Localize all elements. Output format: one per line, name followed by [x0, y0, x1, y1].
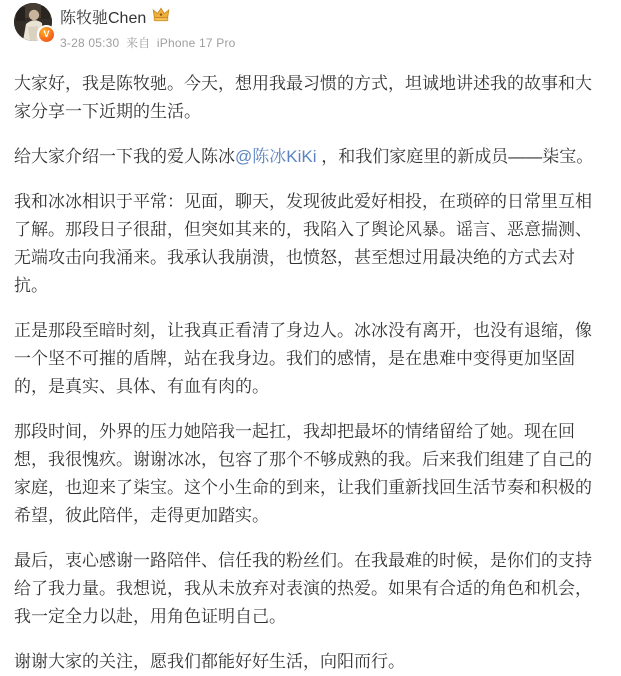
verified-v-icon: V	[37, 25, 56, 44]
post-paragraph	[14, 547, 607, 631]
name-row	[60, 5, 239, 28]
mention-link[interactable]: @陈冰KiKi	[235, 147, 317, 166]
timestamp: 3-28 05:30	[60, 36, 120, 50]
paragraph-text: 我和冰冰相识于平常：见面，聊天，发现彼此爱好相投，在琐碎的日常里互相了解。那段日子很甜，但突如其来的，我陷入了舆论风暴。谣言、恶意揣测、无端攻击向我涌来。我承认我崩溃，也愤怒，甚至想过用最决绝的方式去对抗。	[14, 192, 592, 295]
post-paragraph	[14, 188, 607, 300]
paragraph-text: ，和我们家庭里的新成员——柒宝。	[316, 147, 594, 166]
paragraph-text: 谢谢大家的关注，愿我们都能好好生活，向阳而行。	[14, 652, 405, 671]
paragraph-text: 那段时间，外界的压力她陪我一起扛，我却把最坏的情绪留给了她。现在回想，我很愧疚。谢谢冰冰，包容了那个不够成熟的我。后来我们组建了自己的家庭，也迎来了柒宝。这个小生命的到来，让我们重新找回生活节奏和积极的希望，彼此陪伴，走得更加踏实。	[14, 422, 592, 525]
post-content	[0, 51, 621, 676]
username[interactable]: 陈牧驰Chen	[60, 10, 147, 27]
post-paragraph	[14, 648, 607, 676]
avatar[interactable]	[14, 3, 52, 41]
paragraph-text: 大家好，我是陈牧驰。今天，想用我最习惯的方式，坦诚地讲述我的故事和大家分享一下近期的生活。	[14, 74, 592, 121]
post-paragraph	[14, 70, 607, 126]
source-prefix: 来自	[125, 36, 151, 50]
paragraph-text: 给大家介绍一下我的爱人陈冰	[14, 147, 235, 166]
paragraph-text: 正是那段至暗时刻，让我真正看清了身边人。冰冰没有离开，也没有退缩，像一个坚不可摧的盾牌，站在我身边。我们的感情，是在患难中变得更加坚固的，是真实、具体、有血有肉的。	[14, 321, 592, 396]
vip-crown-icon	[152, 7, 170, 27]
source-device[interactable]: iPhone 17 Pro	[156, 36, 236, 50]
post-paragraph	[14, 143, 607, 171]
post-meta	[60, 34, 239, 51]
post-header	[0, 0, 621, 51]
post-paragraph	[14, 317, 607, 401]
post-paragraph	[14, 418, 607, 530]
header-text	[60, 3, 239, 51]
paragraph-text: 最后，衷心感谢一路陪伴、信任我的粉丝们。在我最难的时候，是你们的支持给了我力量。我想说，我从未放弃对表演的热爱。如果有合适的角色和机会，我一定全力以赴，用角色证明自己。	[14, 551, 592, 626]
